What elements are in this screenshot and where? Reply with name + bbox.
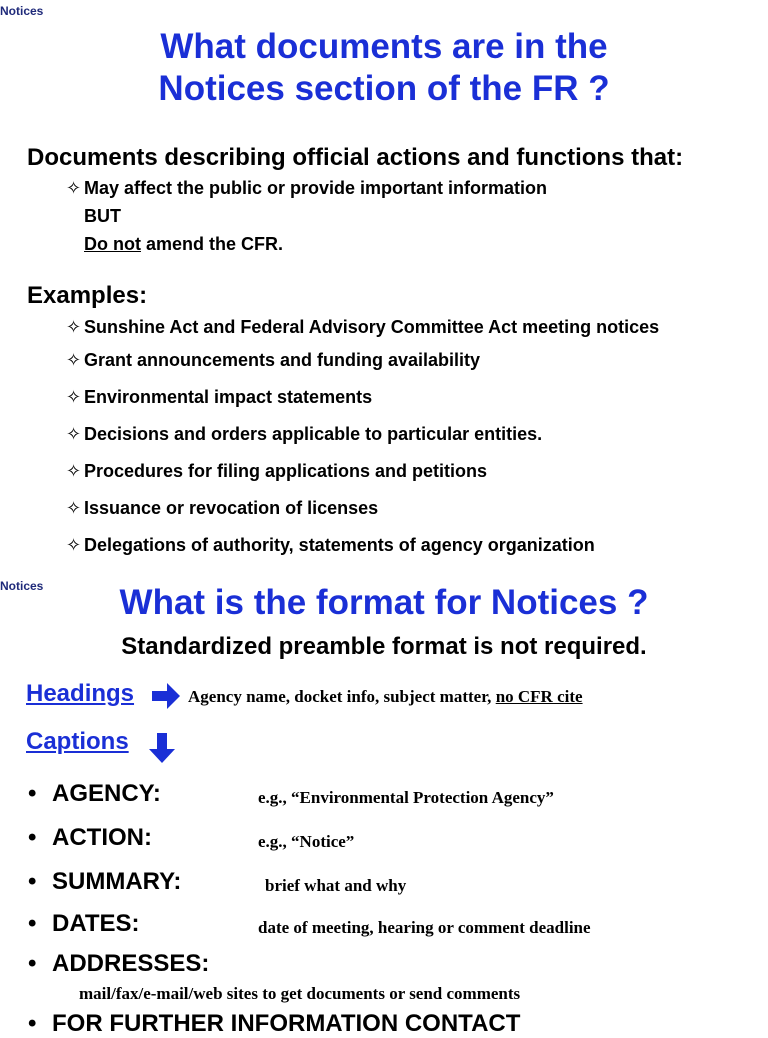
caption-desc: date of meeting, hearing or comment deadline — [258, 918, 591, 937]
section-heading: Documents describing official actions and functions that: — [27, 144, 684, 171]
item-text: Sunshine Act and Federal Advisory Committee Act meeting notices — [84, 317, 660, 337]
caption-desc: mail/fax/e-mail/web sites to get documents or send comments — [79, 984, 521, 1003]
amend-text: amend the CFR. — [140, 234, 283, 254]
item-text: Grant announcements and funding availability — [84, 350, 481, 370]
diamond-bullet-icon: ✧ — [66, 424, 82, 444]
list-item — [66, 350, 480, 371]
caption-desc: e.g., “Environmental Protection Agency” — [258, 788, 554, 807]
item-text: Issuance or revocation of licenses — [84, 498, 379, 518]
right-arrow-icon — [152, 683, 180, 709]
headings-text: Agency name, docket info, subject matter, — [188, 687, 496, 706]
caption-label: ACTION: — [52, 824, 152, 851]
list-item — [66, 178, 547, 199]
caption-label: FOR FURTHER INFORMATION CONTACT — [52, 1010, 521, 1037]
bullet-icon: • — [28, 868, 37, 895]
list-item — [66, 498, 378, 519]
caption-label: DATES: — [52, 910, 140, 937]
diamond-bullet-icon: ✧ — [66, 461, 82, 481]
list-item — [66, 317, 659, 338]
diamond-bullet-icon: ✧ — [66, 387, 82, 407]
captions-link[interactable]: Captions — [26, 728, 129, 755]
bullet-icon: • — [28, 950, 37, 977]
bullet-icon: • — [28, 824, 37, 851]
diamond-bullet-icon: ✧ — [66, 317, 82, 337]
title-line-2: Notices section of the FR ? — [158, 69, 610, 108]
caption-desc: e.g., “Notice” — [258, 832, 355, 851]
slide-tag: Notices — [0, 579, 44, 593]
item-text: Environmental impact statements — [84, 387, 373, 407]
title-line-1: What documents are in the — [160, 27, 608, 66]
caption-summary — [28, 868, 181, 896]
list-item — [66, 461, 487, 482]
caption-agency — [28, 780, 161, 808]
page-title — [0, 26, 768, 110]
slide2-title: What is the format for Notices ? — [119, 583, 649, 622]
caption-label: ADDRESSES: — [52, 950, 210, 977]
caption-action — [28, 824, 152, 852]
item-text: May affect the public or provide important information — [84, 178, 548, 198]
no-cfr-cite-text: no CFR cite — [495, 687, 583, 706]
diamond-bullet-icon: ✧ — [66, 350, 82, 370]
caption-label: AGENCY: — [52, 780, 161, 807]
examples-heading: Examples: — [27, 282, 148, 309]
but-text: BUT — [84, 206, 121, 226]
headings-description — [188, 687, 583, 707]
down-arrow-icon — [149, 733, 175, 763]
bullet-icon: • — [28, 780, 37, 807]
caption-desc: brief what and why — [265, 876, 407, 895]
diamond-bullet-icon: ✧ — [66, 498, 82, 518]
item-text: Delegations of authority, statements of agency organization — [84, 535, 595, 555]
bullet-icon: • — [28, 910, 37, 937]
diamond-bullet-icon: ✧ — [66, 178, 82, 198]
slide-tag: Notices — [0, 4, 44, 18]
list-item — [66, 424, 542, 445]
slide2-subtitle: Standardized preamble format is not required. — [121, 633, 647, 660]
item-text: Procedures for filing applications and petitions — [84, 461, 488, 481]
caption-label: SUMMARY: — [52, 868, 182, 895]
caption-further-info — [28, 1010, 520, 1038]
headings-link[interactable]: Headings — [26, 680, 135, 707]
bullet-icon: • — [28, 1010, 37, 1037]
list-item — [66, 535, 595, 556]
do-not-text: Do not — [84, 234, 141, 254]
diamond-bullet-icon: ✧ — [66, 535, 82, 555]
item-text: Decisions and orders applicable to particular entities. — [84, 424, 543, 444]
amend-line — [84, 234, 283, 255]
caption-addresses — [28, 950, 209, 978]
caption-dates — [28, 910, 140, 938]
list-item — [66, 387, 372, 408]
